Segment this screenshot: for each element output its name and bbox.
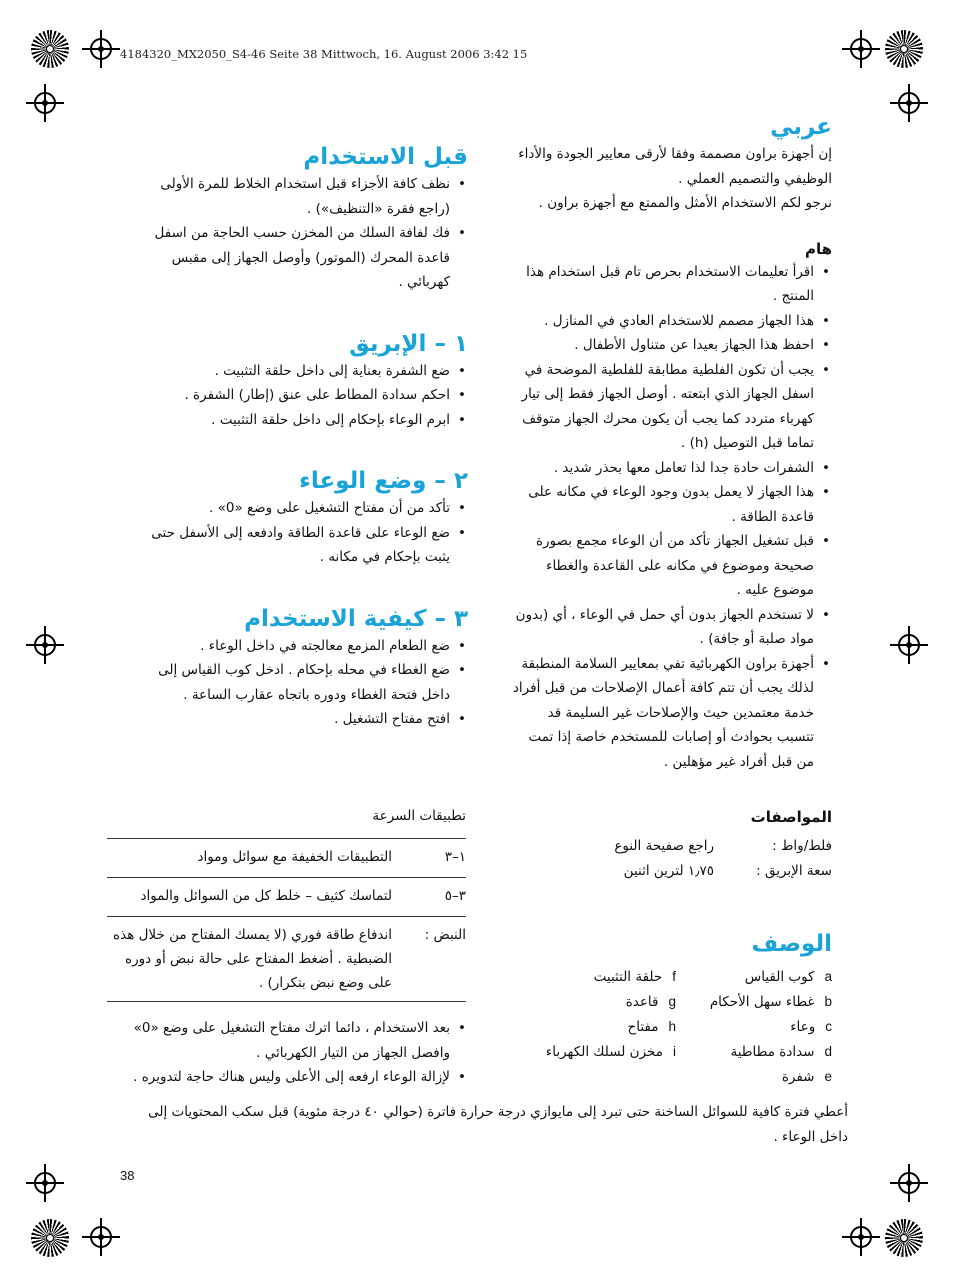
intro-line: نرجو لكم الاستخدام الأمثل والممتع مع أجهزة براون . [538, 195, 832, 211]
after-use-list [120, 1016, 468, 1090]
crosshair-registration-mark-icon [896, 90, 922, 116]
intro-line: إن أجهزة براون مصممة وفقا لأرقى معايير الجودة والأداء [518, 146, 832, 162]
list-item: • لا تستخدم الجهاز بدون أي حمل في الوعاء ، أي (بدون مواد صلبة أو جافة) . [512, 603, 814, 652]
list-item: • فك لفافة السلك من المخزن حسب الحاجة من اسفل قاعدة المحرك (الموتور) وأوصل الجهاز إلى مقبس كهربائي . [140, 221, 450, 295]
important-list [512, 260, 832, 775]
list-item: • افتح مفتاح التشغيل . [140, 707, 450, 732]
table-row [107, 838, 466, 877]
list-item: • هذا الجهاز لا يعمل بدون وجود الوعاء في مكانه على قاعدة الطاقة . [512, 480, 814, 529]
color-registration-disc-top-right-icon [885, 30, 923, 68]
color-registration-disc-bottom-right-icon [885, 1219, 923, 1257]
table-row [107, 877, 466, 916]
spec-value: راجع صفيحة النوع [614, 838, 714, 854]
list-item: • ضع الوعاء على قاعدة الطاقة وادفعه إلى الأسفل حتى يثبت بإحكام في مكانه . [140, 521, 450, 570]
language-title: عربي [770, 114, 832, 140]
part-e: eشفرة [781, 1069, 832, 1085]
section-3-list [140, 634, 468, 732]
list-item: • أجهزة براون الكهربائية تفي بمعايير السلامة المنطبقة لذلك يجب أن تتم كافة أعمال الإصلاحات من قبل أفراد خدمة معتمدين حيث والإصلاحات غير السليمة قد تتسبب بحوادث أو إصابات للمستخدم خاصة إذا تمت من قبل أفراد غير مؤهلين . [512, 652, 814, 775]
list-item: • يجب أن تكون الفلطية مطابقة للفلطية الموضحة في اسفل الجهاز الذي ابتعته . أوصل الجهاز فقط إلى تيار كهرباء متردد كما يجب أن يكون محرك الجهاز متوقف تماما قبل التوصيل (h) . [512, 358, 814, 456]
speed-key: النبض : [424, 927, 466, 943]
before-use-list [140, 172, 468, 295]
left-column [140, 142, 468, 732]
section-2-list [140, 496, 468, 570]
list-item: • ضع الغطاء في محله بإحكام . ادخل كوب القياس إلى داخل فتحة الغطاء ودوره باتجاه عقارب الساعة . [140, 658, 450, 707]
list-item: • احفظ هذا الجهاز بعيدا عن متناول الأطفال . [512, 333, 814, 358]
right-column [512, 112, 832, 774]
crosshair-registration-mark-icon [88, 36, 114, 62]
spec-value: ١٫٧٥ لترين اثنين [623, 863, 714, 879]
print-job-header: 4184320_MX2050_S4-46 Seite 38 Mittwoch, 16. August 2006 3:42 15 [120, 47, 528, 61]
part-b: bغطاء سهل الأحكام [709, 994, 832, 1010]
section-3-title: ٣ – كيفية الاستخدام [244, 605, 468, 632]
part-f: fحلقة التثبيت [593, 969, 676, 985]
part-d: dسدادة مطاطية [730, 1044, 832, 1060]
part-h: hمفتاح [627, 1019, 676, 1035]
list-item: • الشفرات حادة جدا لذا تعامل معها بحذر شديد . [512, 456, 814, 481]
list-item: • اقرأ تعليمات الاستخدام بحرص تام قبل استخدام هذا المنتج . [512, 260, 814, 309]
description-title: الوصف [751, 931, 832, 957]
list-item: • نظف كافة الأجزاء قبل استخدام الخلاط للمرة الأولى (راجع فقرة «التنظيف») . [140, 172, 450, 221]
crosshair-registration-mark-icon [848, 36, 874, 62]
speed-key: ٣–٥ [444, 888, 466, 904]
list-item: • هذا الجهاز مصمم للاستخدام العادي في المنازل . [512, 309, 814, 334]
specs-heading: المواصفات [750, 808, 832, 826]
color-registration-disc-top-left-icon [31, 30, 69, 68]
speed-value: التطبيقات الخفيفة مع سوائل ومواد [197, 849, 392, 865]
speed-value: لتماسك كثيف – خلط كل من السوائل والمواد [140, 888, 392, 904]
after-use-block [120, 1016, 468, 1090]
table-row [107, 916, 466, 1002]
page-number: 38 [120, 1168, 135, 1183]
part-c: cوعاء [790, 1019, 832, 1035]
part-g: gقاعدة [625, 994, 676, 1010]
crosshair-registration-mark-icon [896, 632, 922, 658]
footer-note [120, 1100, 848, 1149]
spec-label: فلط/واط : [772, 838, 832, 854]
section-1-list [140, 359, 468, 433]
list-item: • لإزالة الوعاء ارفعه إلى الأعلى وليس هناك حاجة لتدويره . [120, 1065, 450, 1090]
part-a: aكوب القياس [744, 969, 832, 985]
crosshair-registration-mark-icon [896, 1170, 922, 1196]
speed-value: اندفاع طاقة فوري (لا يمسك المفتاح من خلال هذه الضبطية . أضغط المفتاح على حالة نبض أو دوره على وضع نبض بتكرار) . [113, 927, 392, 991]
section-1-title: ١ – الإبريق [349, 330, 468, 357]
crosshair-registration-mark-icon [32, 90, 58, 116]
list-item: • تأكد من أن مفتاح التشغيل على وضع «0» . [140, 496, 450, 521]
crosshair-registration-mark-icon [32, 1170, 58, 1196]
footer-note-text: أعطي فترة كافية للسوائل الساخنة حتى تبرد إلى مايوازي درجة حرارة فاترة (حوالي ٤٠ درجة مئوية) قبل سكب المحتويات إلى داخل الوعاء . [148, 1104, 848, 1145]
before-use-title: قبل الاستخدام [303, 144, 468, 170]
list-item: • ضع الشفرة بعناية إلى داخل حلقة التثبيت . [140, 359, 450, 384]
list-item: • ابرم الوعاء بإحكام إلى داخل حلقة التثبيت . [140, 408, 450, 433]
list-item: • قبل تشغيل الجهاز تأكد من أن الوعاء مجمع بصورة صحيحة وموضوع في مكانه على القاعدة والغطاء موضوع عليه . [512, 529, 814, 603]
spec-label: سعة الإبريق : [756, 863, 832, 879]
intro-line: الوظيفي والتصميم العملي . [678, 170, 832, 187]
color-registration-disc-bottom-left-icon [31, 1219, 69, 1257]
speed-table-caption: تطبيقات السرعة [372, 808, 466, 824]
list-item: • بعد الاستخدام ، دائما اترك مفتاح التشغيل على وضع «0» وافصل الجهاز من التيار الكهربائي . [120, 1016, 450, 1065]
speed-key: ١–٣ [444, 849, 466, 865]
list-item: • احكم سدادة المطاط على عنق (إطار) الشفرة . [140, 383, 450, 408]
speed-table [107, 838, 466, 1002]
crosshair-registration-mark-icon [32, 632, 58, 658]
list-item: • ضع الطعام المزمع معالجته في داخل الوعاء . [140, 634, 450, 659]
part-i: iمخزن لسلك الكهرباء [545, 1044, 676, 1060]
crosshair-registration-mark-icon [848, 1224, 874, 1250]
crosshair-registration-mark-icon [88, 1224, 114, 1250]
section-2-title: ٢ – وضع الوعاء [299, 468, 468, 494]
important-heading: هام [804, 239, 832, 258]
